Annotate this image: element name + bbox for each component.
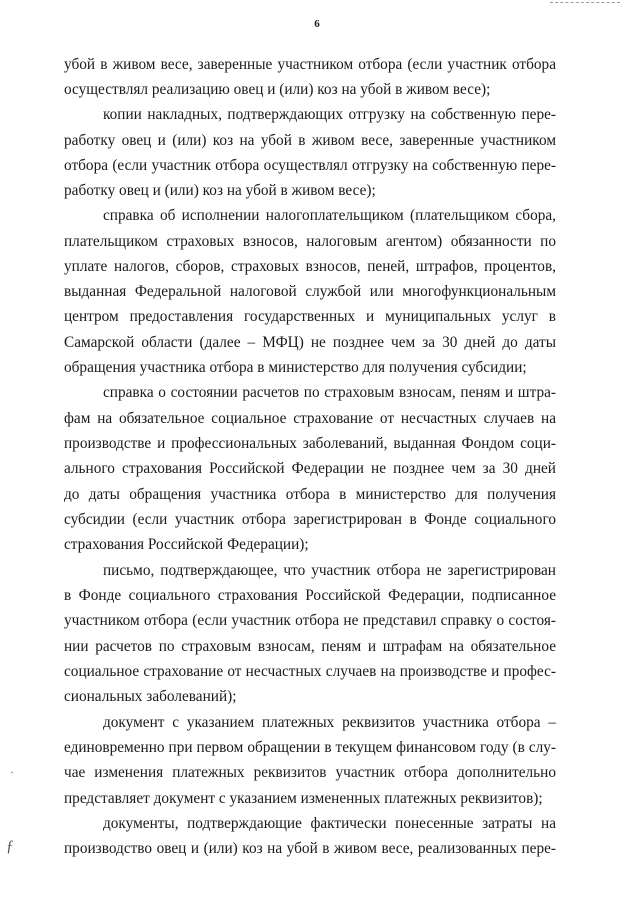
text-line: плательщиком страховых взносов, налоговым агентом) обязанности по [64,233,556,250]
text-line: отбора (если участник отбора осуществлял отгрузку на собственную пере- [64,157,556,174]
text-line: письмо, подтверждающее, что участник отбора не зарегистрирован [103,562,556,579]
scan-mark: ƒ [6,838,14,855]
text-line: обращения участника отбора в министерство для получения субсидии; [64,359,527,376]
text-line: участником отбора (если участник отбора не представил справку о состоя- [64,612,556,629]
text-line: представляет документ с указанием измененных платежных реквизитов); [64,790,543,807]
text-line: работку овец и (или) коз на убой в живом весе, заверенные участником [64,132,556,149]
text-line: справка об исполнении налогоплательщиком (плательщиком сбора, [103,207,556,224]
text-line: производство овец и (или) коз на убой в живом весе, реализованных пере- [64,840,556,857]
text-line: копии накладных, подтверждающих отгрузку на собственную пере- [103,106,556,123]
text-line: справка о состоянии расчетов по страховым взносам, пеням и штра- [103,384,556,401]
text-line: единовременно при первом обращении в текущем финансовом году (в слу- [64,739,556,756]
text-line: чае изменения платежных реквизитов участник отбора дополнительно [64,764,556,781]
text-line: документы, подтверждающие фактически понесенные затраты на [103,815,556,832]
text-line: центром предоставления государственных и муниципальных услуг в [64,308,556,325]
page-number: 6 [314,18,320,30]
text-line: страхования Российской Федерации); [64,536,309,553]
text-line: выданная Федеральной налоговой службой или многофункциональным [64,283,556,300]
text-line: сиональных заболеваний); [64,688,237,705]
text-line: субсидии (если участник отбора зарегистрирован в Фонде социального [64,511,556,528]
text-line: ального страхования Российской Федерации не позднее чем за 30 дней [64,460,556,477]
text-line: в Фонде социального страхования Российской Федерации, подписанное [64,587,556,604]
scan-edge-line [550,2,620,3]
text-line: производстве и профессиональных заболеваний, выданная Фондом соци- [64,435,556,452]
text-line: работку овец и (или) коз на убой в живом весе); [64,182,376,199]
scan-mark: · [10,765,14,779]
text-line: фам на обязательное социальное страхование от несчастных случаев на [64,410,556,427]
text-line: документ с указанием платежных реквизитов участника отбора – [103,714,556,731]
text-line: осуществлял реализацию овец и (или) коз на убой в живом весе); [64,81,491,98]
text-line: нии расчетов по страховым взносам, пеням и штрафам на обязательное [64,638,556,655]
text-line: до даты обращения участника отбора в министерство для получения [64,486,556,503]
text-line: убой в живом весе, заверенные участником отбора (если участник отбора [64,56,556,73]
text-line: социальное страхование от несчастных случаев на производстве и профес- [64,663,556,680]
text-line: Самарской области (далее – МФЦ) не позднее чем за 30 дней до даты [64,334,556,351]
text-line: уплате налогов, сборов, страховых взносов, пеней, штрафов, процентов, [64,258,556,275]
